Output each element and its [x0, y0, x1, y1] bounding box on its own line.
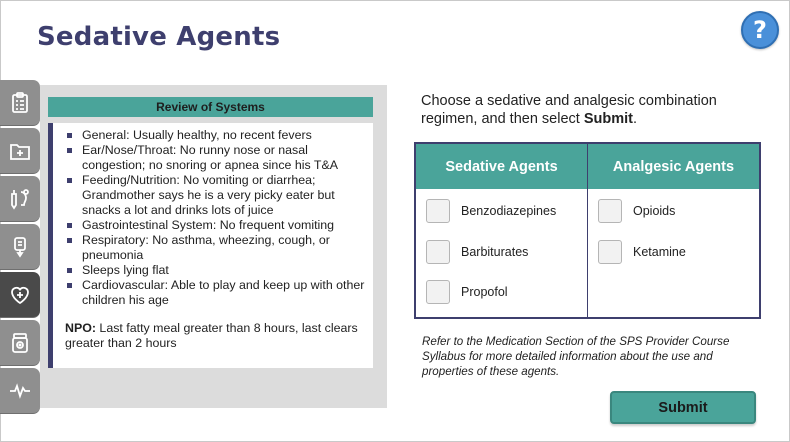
checkbox[interactable] — [426, 240, 450, 264]
clipboard-icon — [8, 91, 32, 115]
list-item: General: Usually healthy, no recent fevers — [65, 128, 365, 143]
list-item: Ear/Nose/Throat: No runny nose or nasal congestion; no snoring or apnea since his T&A — [65, 143, 365, 173]
review-header: Review of Systems — [48, 97, 373, 117]
instruction-text — [421, 92, 731, 128]
sidebar-item-iv-bag[interactable] — [0, 224, 40, 270]
list-item: Gastrointestinal System: No frequent vomiting — [65, 218, 365, 233]
option-ketamine[interactable] — [598, 240, 686, 264]
sidebar-item-heart-plus[interactable] — [0, 272, 40, 318]
option-label: Propofol — [461, 285, 508, 299]
sidebar-item-medical-folder[interactable] — [0, 128, 40, 174]
option-label: Opioids — [633, 204, 676, 218]
syringe-tools-icon — [8, 187, 32, 211]
medicine-bottle-icon — [8, 331, 32, 355]
option-opioids[interactable] — [598, 199, 675, 223]
checkbox[interactable] — [598, 199, 622, 223]
review-list — [65, 128, 365, 308]
checkbox[interactable] — [426, 280, 450, 304]
submit-button[interactable]: Submit — [610, 391, 756, 424]
sidebar-item-heartbeat[interactable] — [0, 368, 40, 414]
npo-text: Last fatty meal greater than 8 hours, last clears greater than 2 hours — [65, 321, 358, 350]
medical-folder-icon — [8, 139, 32, 163]
sidebar-item-medicine-bottle[interactable] — [0, 320, 40, 366]
analgesic-header: Analgesic Agents — [588, 144, 759, 189]
option-label: Barbiturates — [461, 245, 529, 259]
sidebar-item-clipboard[interactable] — [0, 80, 40, 126]
instruction-bold: Submit — [583, 111, 633, 127]
checkbox[interactable] — [426, 199, 450, 223]
list-item: Sleeps lying flat — [65, 263, 365, 278]
sidebar-item-syringe-tools[interactable] — [0, 176, 40, 222]
syllabus-note: Refer to the Medication Section of the SPS Provider Course Syllabus for more detailed information about the use and properties of these agents. — [422, 335, 730, 378]
option-label: Benzodiazepines — [461, 204, 557, 218]
option-propofol[interactable] — [426, 280, 508, 304]
npo-label: NPO: — [65, 321, 96, 335]
option-benzodiazepines[interactable] — [426, 199, 556, 223]
instruction-before: Choose a sedative and analgesic combination regimen, and then select — [421, 93, 717, 127]
help-icon: ? — [753, 16, 767, 44]
agents-table — [414, 142, 761, 319]
option-barbiturates[interactable] — [426, 240, 528, 264]
instruction-after: . — [632, 111, 637, 127]
list-item: Feeding/Nutrition: No vomiting or diarrhea; Grandmother says he is a very picky eater but snacks a lot and drinks lots of juice — [65, 173, 365, 218]
heart-plus-icon — [8, 283, 32, 307]
iv-bag-icon — [8, 235, 32, 259]
sedative-column — [416, 144, 588, 317]
analgesic-column — [588, 144, 759, 317]
review-panel — [40, 85, 387, 408]
review-body — [48, 123, 373, 368]
checkbox[interactable] — [598, 240, 622, 264]
help-button[interactable] — [741, 11, 779, 49]
list-item: Respiratory: No asthma, wheezing, cough, or pneumonia — [65, 233, 365, 263]
list-item: Cardiovascular: Able to play and keep up with other children his age — [65, 278, 365, 308]
option-label: Ketamine — [633, 245, 686, 259]
heartbeat-icon — [8, 379, 32, 403]
page-title: Sedative Agents — [37, 22, 281, 52]
npo-note — [65, 321, 365, 351]
sedative-header: Sedative Agents — [416, 144, 587, 189]
